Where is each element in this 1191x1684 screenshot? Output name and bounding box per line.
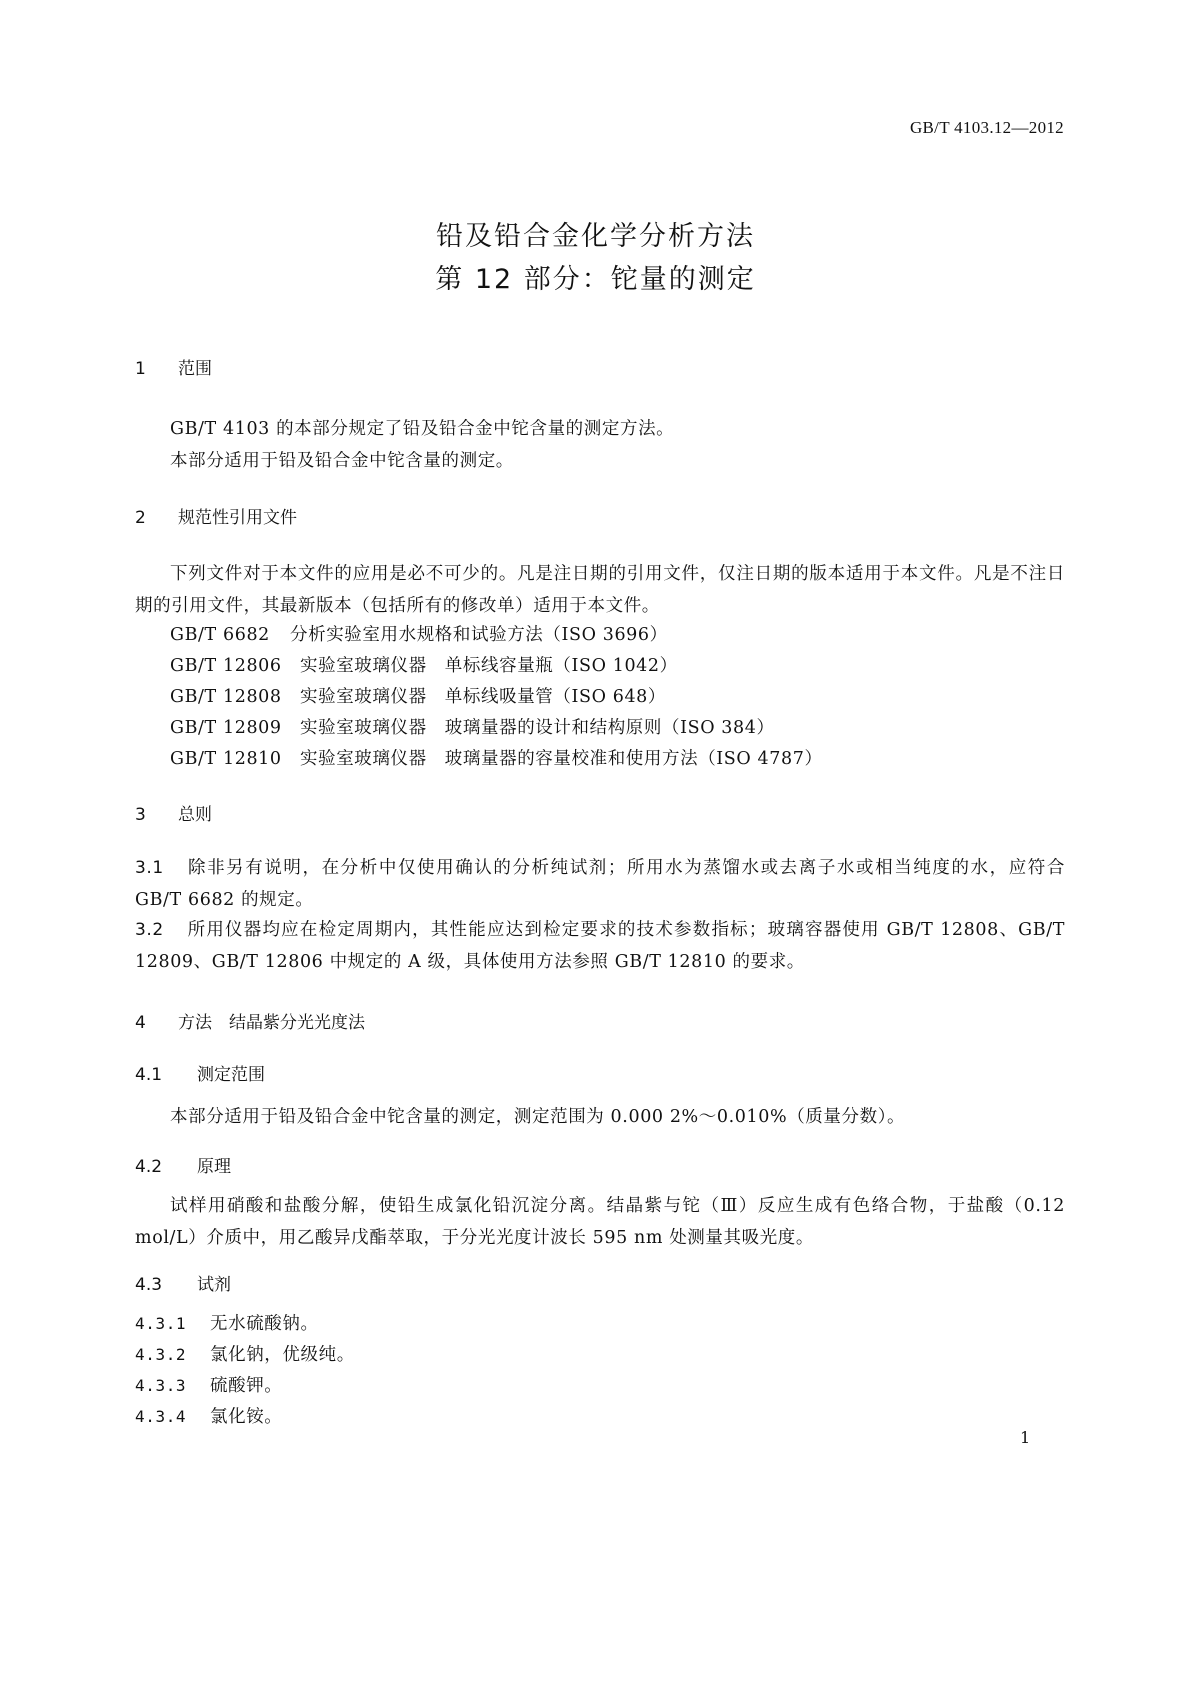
item-text: 氯化钠，优级纯。	[210, 1345, 355, 1365]
reference-code: GB/T 12808	[170, 687, 282, 707]
subsection-number: 4.3	[135, 1275, 163, 1295]
reference-title: 实验室玻璃仪器 单标线容量瓶（ISO 1042）	[300, 656, 678, 676]
reagent-item	[135, 1372, 282, 1397]
subsection-4-1-heading	[135, 1060, 265, 1085]
section-2-heading	[135, 503, 297, 528]
reference-title: 分析实验室用水规格和试验方法（ISO 3696）	[290, 625, 668, 645]
section-1-paragraph-1: GB/T 4103 的本部分规定了铅及铅合金中铊含量的测定方法。	[170, 419, 675, 439]
clause-3-2	[135, 914, 1065, 978]
section-4-heading	[135, 1008, 365, 1033]
subsection-4-3-heading	[135, 1270, 231, 1295]
reference-code: GB/T 12809	[170, 718, 282, 738]
subsection-number: 4.1	[135, 1065, 163, 1085]
subsection-title: 测定范围	[197, 1065, 265, 1085]
section-title: 方法 结晶紫分光光度法	[178, 1013, 365, 1033]
subsection-4-2-text: 试样用硝酸和盐酸分解，使铅生成氯化铅沉淀分离。结晶紫与铊（Ⅲ）反应生成有色络合物，于盐酸（0.12 mol/L）介质中，用乙酸异戊酯萃取，于分光光度计波长 595 nm 处测量其吸光度。	[135, 1196, 1065, 1248]
section-1-paragraph-2: 本部分适用于铅及铅合金中铊含量的测定。	[170, 451, 514, 471]
section-number: 1	[135, 359, 146, 379]
section-number: 3	[135, 805, 146, 825]
subsection-number: 4.2	[135, 1157, 163, 1177]
reagent-item	[135, 1403, 282, 1428]
document-title: 铅及铅合金化学分析方法	[436, 221, 755, 252]
item-number: 4.3.4	[135, 1407, 187, 1426]
item-number: 4.3.3	[135, 1376, 187, 1395]
document-number: GB/T 4103.12—2012	[909, 118, 1064, 137]
item-text: 无水硫酸钠。	[210, 1314, 319, 1334]
section-2-intro: 下列文件对于本文件的应用是必不可少的。凡是注日期的引用文件，仅注日期的版本适用于本文件。凡是不注日期的引用文件，其最新版本（包括所有的修改单）适用于本文件。	[135, 564, 1065, 616]
clause-text: 除非另有说明，在分析中仅使用确认的分析纯试剂；所用水为蒸馏水或去离子水或相当纯度的水，应符合 GB/T 6682 的规定。	[135, 858, 1065, 910]
item-number: 4.3.2	[135, 1345, 187, 1364]
clause-text: 所用仪器均应在检定周期内，其性能应达到检定要求的技术参数指标；玻璃容器使用 GB/T 12808、GB/T 12809、GB/T 12806 中规定的 A 级，具体使用方法参照 GB/T 12810 的要求。	[135, 920, 1065, 972]
section-title: 总则	[178, 805, 212, 825]
section-number: 4	[135, 1013, 146, 1033]
reference-code: GB/T 12806	[170, 656, 282, 676]
section-1-heading	[135, 354, 212, 379]
clause-3-1	[135, 852, 1065, 916]
section-3-heading	[135, 800, 212, 825]
reference-code: GB/T 6682	[170, 625, 270, 645]
document-subtitle: 第 12 部分：铊量的测定	[435, 264, 756, 295]
normative-reference	[170, 652, 678, 677]
reagent-item	[135, 1341, 355, 1366]
reagent-item	[135, 1310, 319, 1335]
page-number: 1	[1020, 1428, 1031, 1447]
subsection-title: 试剂	[197, 1275, 231, 1295]
section-number: 2	[135, 508, 146, 528]
item-text: 硫酸钾。	[210, 1376, 283, 1396]
normative-reference	[170, 714, 775, 739]
clause-number: 3.2	[135, 920, 164, 940]
normative-reference	[170, 745, 823, 770]
normative-reference	[170, 621, 668, 646]
item-number: 4.3.1	[135, 1314, 187, 1333]
section-title: 范围	[178, 359, 212, 379]
subsection-title: 原理	[197, 1157, 231, 1177]
reference-title: 实验室玻璃仪器 玻璃量器的设计和结构原则（ISO 384）	[300, 718, 775, 738]
reference-title: 实验室玻璃仪器 单标线吸量管（ISO 648）	[300, 687, 667, 707]
reference-code: GB/T 12810	[170, 749, 282, 769]
reference-title: 实验室玻璃仪器 玻璃量器的容量校准和使用方法（ISO 4787）	[300, 749, 823, 769]
subsection-4-1-text: 本部分适用于铅及铅合金中铊含量的测定，测定范围为 0.000 2%～0.010%（质量分数）。	[170, 1107, 906, 1127]
subsection-4-2-heading	[135, 1152, 231, 1177]
section-title: 规范性引用文件	[178, 508, 297, 528]
clause-number: 3.1	[135, 858, 164, 878]
normative-reference	[170, 683, 666, 708]
item-text: 氯化铵。	[210, 1407, 283, 1427]
